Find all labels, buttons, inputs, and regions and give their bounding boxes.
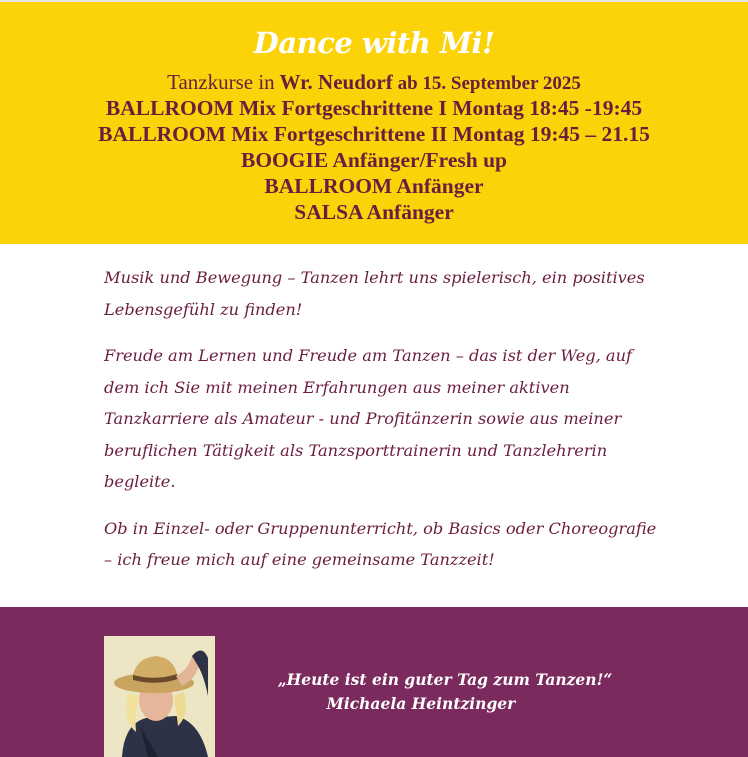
course-item: BALLROOM Anfänger [264,174,484,198]
brand-title: Dance with Mi! [253,26,495,60]
quote-author: Michaela Heintzinger [326,694,516,713]
quote-block [260,668,630,716]
course-list [0,95,748,225]
course-item: BOOGIE Anfänger/Fresh up [240,148,507,172]
intro-text [104,262,664,591]
intro-prefix: Tanzkurse in [167,70,275,94]
course-item: BALLROOM Mix Fortgeschrittene I Montag 18:45 -19:45 [105,96,643,120]
footer-band [0,607,748,757]
header-banner [0,2,748,244]
start-date: ab 15. September 2025 [397,73,581,94]
course-item: BALLROOM Mix Fortgeschrittene II Montag 19:45 – 21.15 [98,122,650,146]
paragraph-experience: Freude am Lernen und Freude am Tanzen – das ist der Weg, auf dem ich Sie mit meinen Erfahrungen aus meiner aktiven Tanzkarriere als Amateur - und Profitänzerin sowie aus meiner beruflichen Tätigkeit als Tanzsporttrainerin und Tanzlehrerin begleite. [104,346,632,491]
paragraph-invitation: Ob in Einzel- oder Gruppenunterricht, ob Basics oder Choreografie – ich freue mich auf eine gemeinsame Tanzzeit! [104,518,657,569]
portrait-illustration [104,636,215,757]
location-name: Wr. Neudorf [279,70,393,94]
quote-text: „Heute ist ein guter Tag zum Tanzen!“ [277,670,613,689]
portrait-photo [104,636,215,757]
course-intro [0,70,748,95]
course-item: SALSA Anfänger [294,200,454,224]
paragraph-motto: Musik und Bewegung – Tanzen lehrt uns spielerisch, ein positives Lebensgefühl zu finden! [104,268,645,319]
